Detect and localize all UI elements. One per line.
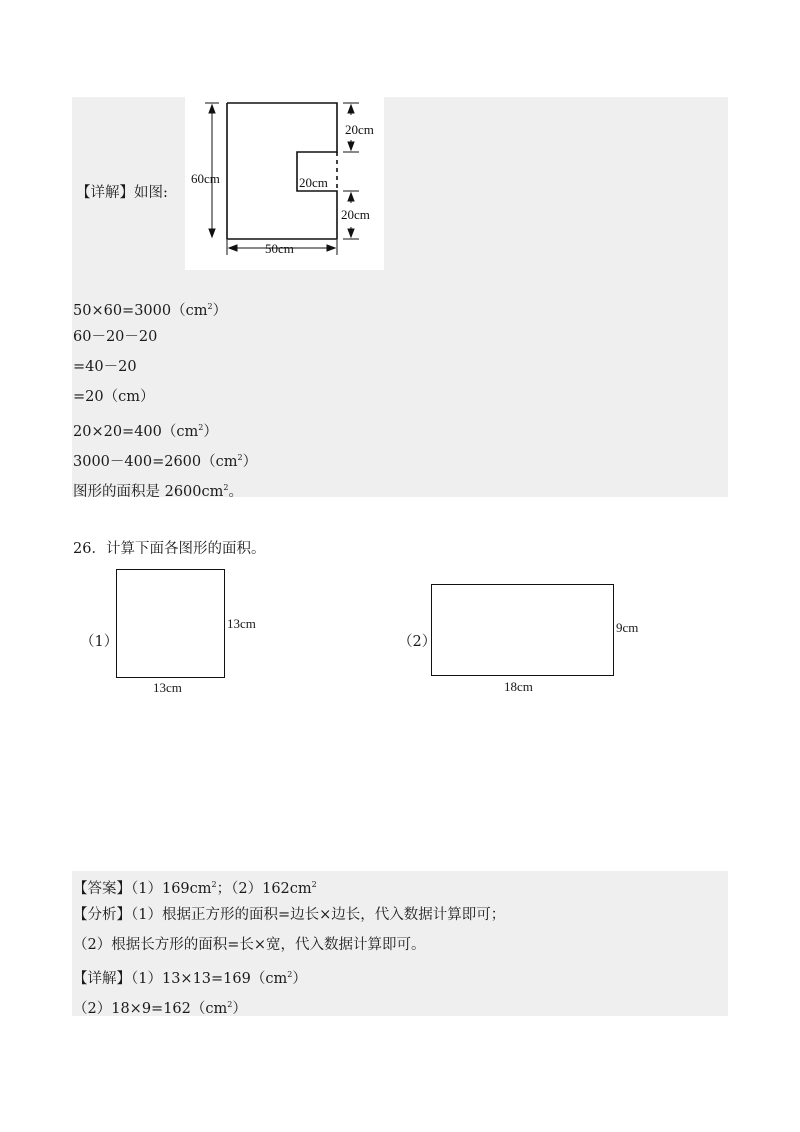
- step-2: 60－20－20: [73, 329, 158, 345]
- square-side-label: 13cm: [227, 616, 256, 631]
- arrow-down: [209, 229, 215, 237]
- arrow-up: [209, 105, 215, 113]
- step-1: $50\times 60=3000(cm^2)$: [73, 302, 228, 319]
- analysis-line-1: 【分析】（1）根据正方形的面积=边长×边长，代入数据计算即可；: [73, 907, 506, 923]
- rectangle-bottom-label: 18cm: [504, 679, 533, 694]
- analysis-line-2: （2）根据长方形的面积=长×宽，代入数据计算即可。: [73, 937, 426, 953]
- answer-line: 【答案】$(1)169cm^2$；$(2)162cm^2$: [73, 880, 317, 897]
- shape2-label: （2）: [398, 634, 437, 650]
- composite-shape-figure: [185, 97, 384, 270]
- detail-line-2: $(2)18\times 9=162(cm^2)$: [73, 1000, 247, 1017]
- label-height: 60cm: [191, 171, 220, 186]
- label-notch: 20cm: [299, 175, 328, 190]
- composite-shape-diagram: [185, 97, 384, 270]
- square-bottom-label: 13cm: [153, 680, 182, 695]
- question-title: 26．计算下面各图形的面积。: [73, 541, 266, 557]
- step-7: 图形的面积是 $2600cm^2$。: [73, 483, 243, 500]
- detail-label: 【详解】如图:: [76, 185, 168, 201]
- step-3: =40－20: [73, 359, 137, 375]
- detail-line-1: 【详解】$(1)13\times 13=169(cm^2)$: [73, 970, 307, 987]
- label-bottom-right: 20cm: [341, 207, 370, 222]
- rectangle-side-label: 9cm: [616, 620, 639, 635]
- rectangle-shape: [431, 584, 614, 676]
- step-4: =20（cm）: [73, 389, 155, 405]
- label-width: 50cm: [265, 241, 294, 256]
- step-5: $20\times 20=400(cm^2)$: [73, 423, 218, 440]
- shape1-label: （1）: [80, 634, 119, 650]
- shape-outline: [227, 103, 337, 239]
- square-shape: [116, 569, 225, 678]
- label-top-right: 20cm: [345, 122, 374, 137]
- step-6: $3000-400=2600(cm^2)$: [73, 453, 258, 470]
